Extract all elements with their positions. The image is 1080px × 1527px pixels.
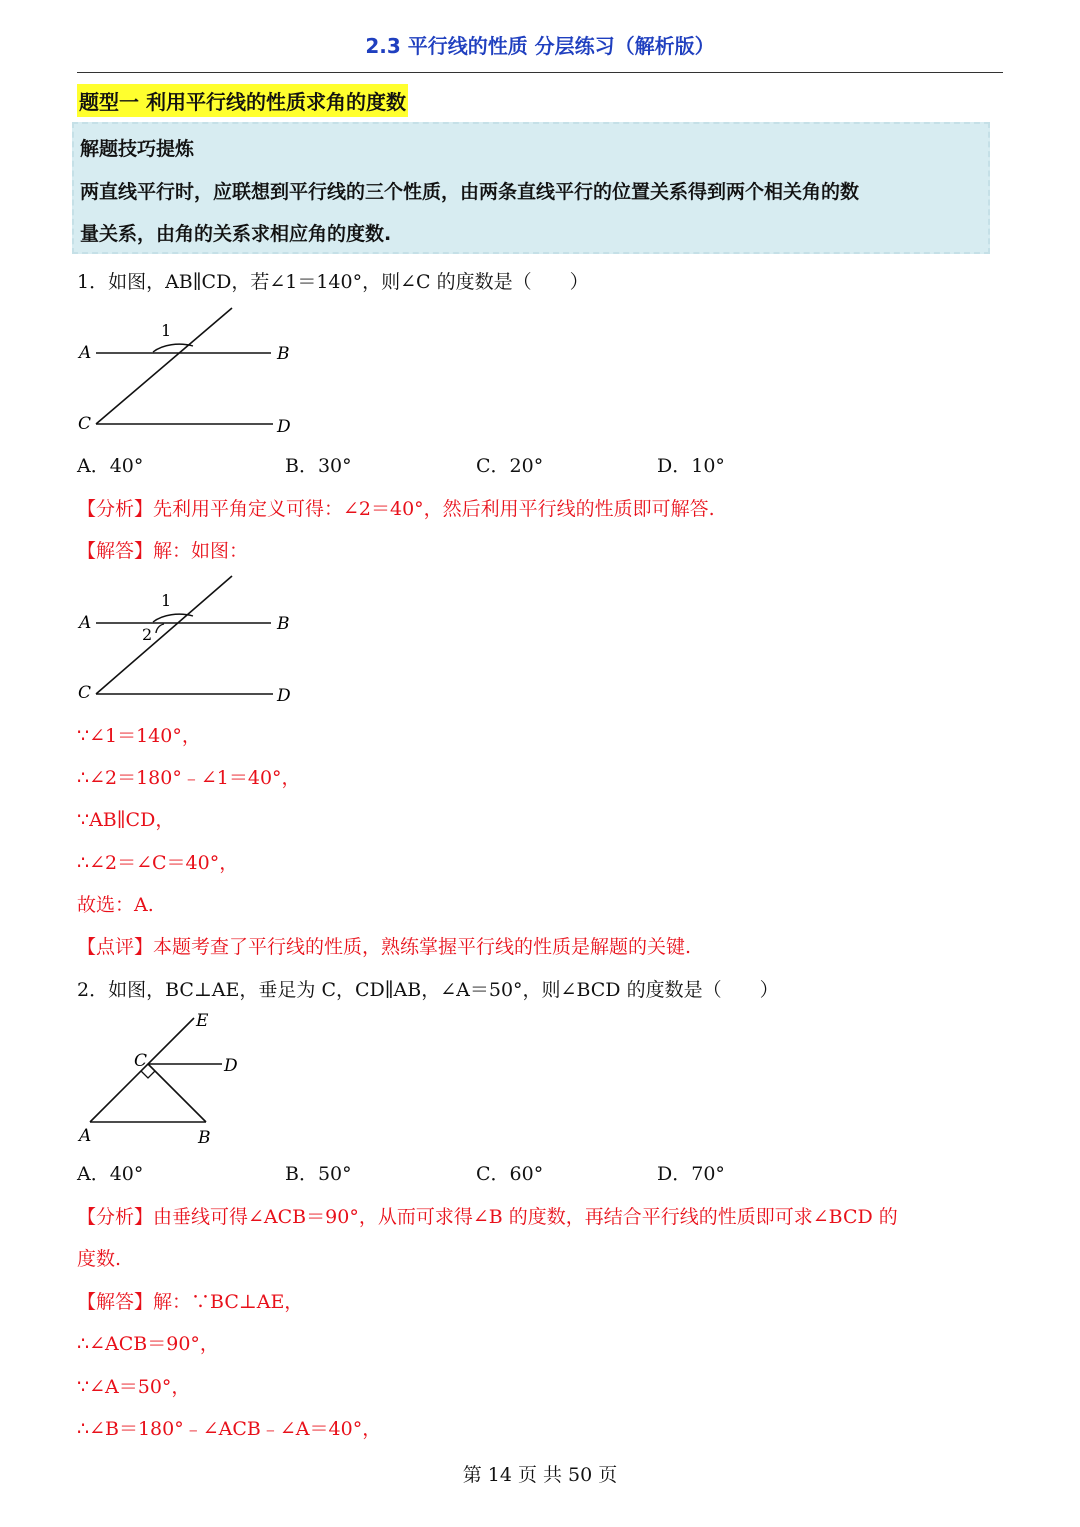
label-angle-2: 2 <box>142 625 153 644</box>
q1-step-4: ∴∠2＝∠C＝40°， <box>77 852 239 874</box>
label-a: A <box>79 613 92 633</box>
angle-1-arc <box>153 614 193 622</box>
q2-option-c: C．60° <box>476 1163 544 1185</box>
q1-option-d: D．10° <box>657 455 725 477</box>
q1-step-5: 故选：A. <box>77 894 154 916</box>
label-angle-1: 1 <box>161 321 172 340</box>
q2-step-3: ∵∠A＝50°， <box>77 1376 191 1398</box>
q2-stem: 2．如图，BC⊥AE，垂足为 C，CD∥AB，∠A＝50°，则∠BCD 的度数是（ ） <box>77 979 779 1001</box>
page-footer: 第 14 页 共 50 页 <box>462 1464 618 1486</box>
right-angle-mark <box>141 1071 155 1078</box>
q2-analysis-line-1: 【分析】由垂线可得∠ACB＝90°，从而可求得∠B 的度数，再结合平行线的性质即可求∠BCD 的 <box>77 1206 898 1228</box>
q2-step-4: ∴∠B＝180°﹣∠ACB﹣∠A＝40°， <box>77 1418 382 1440</box>
tip-line-2: 量关系，由角的关系求相应角的度数. <box>80 223 392 245</box>
label-d: D <box>277 686 291 706</box>
q1-analysis: 【分析】先利用平角定义可得：∠2＝40°，然后利用平行线的性质即可解答. <box>77 498 715 520</box>
q2-option-b: B．50° <box>285 1163 352 1185</box>
q2-option-a: A．40° <box>77 1163 144 1185</box>
q2-step-1: 【解答】解：∵BC⊥AE， <box>77 1291 304 1313</box>
q1-step-3: ∵AB∥CD， <box>77 809 175 831</box>
q1-answer-intro: 【解答】解：如图： <box>77 540 249 562</box>
q1-comment: 【点评】本题考查了平行线的性质，熟练掌握平行线的性质是解题的关键. <box>77 936 692 958</box>
tip-box <box>72 122 990 254</box>
q2-analysis-line-2: 度数. <box>77 1248 122 1270</box>
tip-line-1: 两直线平行时，应联想到平行线的三个性质，由两条直线平行的位置关系得到两个相关角的数 <box>80 181 860 203</box>
q1-stem: 1．如图，AB∥CD，若∠1＝140°，则∠C 的度数是（ ） <box>77 271 589 293</box>
q1-step-1: ∵∠1＝140°， <box>77 725 201 747</box>
label-c: C <box>134 1051 148 1071</box>
label-b: B <box>277 614 290 634</box>
label-angle-1: 1 <box>161 591 172 610</box>
label-a: A <box>79 343 92 363</box>
header-rule <box>77 72 1003 73</box>
page-header-title: 2.3 平行线的性质 分层练习（解析版） <box>365 34 715 58</box>
label-b: B <box>277 344 290 364</box>
line-cb <box>148 1064 206 1122</box>
q1-option-a: A．40° <box>77 455 144 477</box>
q1-figure <box>76 300 306 440</box>
section-title: 题型一 利用平行线的性质求角的度数 <box>77 84 408 117</box>
label-d: D <box>277 417 291 437</box>
angle-1-arc <box>153 344 193 352</box>
label-d: D <box>224 1056 238 1076</box>
q2-step-2: ∴∠ACB＝90°， <box>77 1333 219 1355</box>
label-c: C <box>78 414 92 434</box>
q1-answer-figure <box>76 570 306 710</box>
label-e: E <box>196 1011 209 1031</box>
q1-step-2: ∴∠2＝180°﹣∠1＝40°， <box>77 767 301 789</box>
label-a: A <box>79 1126 92 1146</box>
q1-option-c: C．20° <box>476 455 544 477</box>
q2-option-d: D．70° <box>657 1163 725 1185</box>
q1-option-b: B．30° <box>285 455 352 477</box>
label-c: C <box>78 683 92 703</box>
q2-figure <box>76 1008 256 1153</box>
label-b: B <box>198 1128 211 1148</box>
tip-heading: 解题技巧提炼 <box>80 138 195 160</box>
angle-2-arc <box>156 624 164 633</box>
